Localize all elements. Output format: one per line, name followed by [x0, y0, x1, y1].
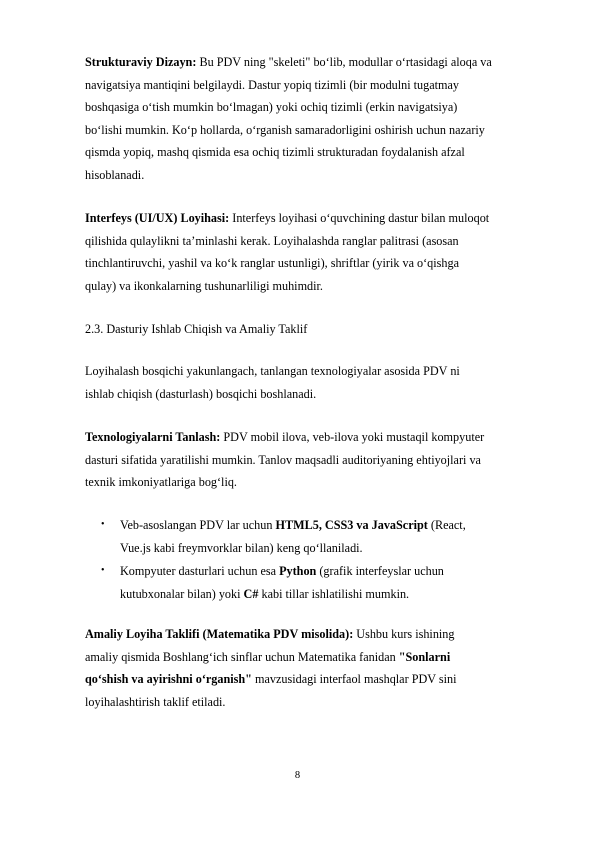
text-run: (grafik interfeyslar uchun: [316, 564, 444, 578]
text-line: qulay) va ikonkalarning tushunarliligi muhimdir.: [85, 278, 323, 293]
text-line: [85, 51, 555, 74]
text-run: amaliy qismida Boshlang‘ich sinflar uchun Matematika fanidan: [85, 649, 399, 664]
text-line: qilishida qulaylikni ta’minlashi kerak. Loyihalashda ranglar palitrasi (asosan: [85, 233, 459, 248]
text-line: boshqasiga o‘tish mumkin bo‘lmagan) yoki ochiq tizimli (erkin navigatsiya): [85, 100, 458, 115]
text-line: [85, 207, 555, 230]
text-run: Veb-asoslangan PDV lar uchun: [120, 518, 276, 532]
paragraph-interfeys-loyihasi: [85, 207, 555, 297]
text-run: (React,: [427, 518, 466, 532]
text-line: [85, 426, 555, 449]
page-number: 8: [294, 770, 301, 781]
paragraph-texnologiyalar: [85, 426, 555, 494]
text-line: qismda yopiq, mashq qismida esa ochiq tizimli strukturadan foydalanish afzal: [85, 145, 465, 160]
bold-run: C#: [243, 586, 259, 601]
bold-run: qo‘shish va ayirishni o‘rganish": [85, 672, 252, 687]
bold-run: Python: [279, 564, 317, 578]
text-line: [120, 560, 444, 583]
text-run: Bu PDV ning "skeleti" bo‘lib, modullar o‘rtasidagi aloqa va: [196, 55, 492, 69]
text-run: kutubxonalar bilan) yoki: [120, 586, 244, 601]
section-heading: [85, 318, 555, 341]
text-line: [120, 514, 466, 537]
text-line: bo‘lishi mumkin. Ko‘p hollarda, o‘rganish samaradorligini oshirish uchun nazariy: [85, 122, 485, 137]
paragraph-loyihalash: [85, 360, 555, 405]
paragraph-label: Amaliy Loyiha Taklifi (Matematika PDV misolida):: [85, 627, 354, 641]
bold-run: "Sonlarni: [398, 649, 451, 664]
text-line: dasturi sifatida yaratilishi mumkin. Tanlov maqsadli auditoriyaning ehtiyojlari va: [85, 452, 481, 467]
bold-run: HTML5, CSS3 va JavaScript: [275, 518, 428, 532]
text-line: Vue.js kabi freymvorklar bilan) keng qo‘llaniladi.: [120, 540, 363, 555]
text-run: Interfeys loyihasi o‘quvchining dastur bilan muloqot: [229, 211, 490, 225]
text-line: [85, 623, 555, 646]
list-item-text: [120, 560, 444, 605]
bullet-icon: •: [101, 519, 105, 530]
text-line: [85, 646, 555, 669]
list-item-text: [120, 514, 466, 559]
paragraph-label: Texnologiyalarni Tanlash:: [85, 430, 221, 444]
text-run: Kompyuter dasturlari uchun esa: [120, 564, 280, 578]
text-line: ishlab chiqish (dasturlash) bosqichi boshlanadi.: [85, 386, 317, 401]
paragraph-label: Interfeys (UI/UX) Loyihasi:: [85, 211, 230, 225]
text-run: kabi tillar ishlatilishi mumkin.: [258, 586, 410, 601]
text-line: loyihalashtirish taklif etiladi.: [85, 694, 226, 709]
paragraph-amaliy-loyiha: [85, 623, 555, 713]
paragraph-strukturaviy-dizayn: [85, 51, 555, 187]
bullet-icon: •: [101, 565, 105, 576]
text-line: [85, 668, 555, 691]
text-run: PDV mobil ilova, veb-ilova yoki mustaqil kompyuter: [220, 430, 485, 444]
text-line: navigatsiya mantiqini belgilaydi. Dastur yopiq tizimli (bir modulni tugatmay: [85, 77, 460, 92]
heading-text: 2.3. Dasturiy Ishlab Chiqish va Amaliy Taklif: [85, 322, 308, 336]
text-run: Ushbu kurs ishining: [353, 627, 455, 641]
text-line: texnik imkoniyatlariga bog‘liq.: [85, 475, 237, 490]
text-run: mavzusidagi interfaol mashqlar PDV sini: [251, 672, 457, 687]
text-line: hisoblanadi.: [85, 167, 145, 182]
text-line: [120, 583, 444, 606]
paragraph-label: Strukturaviy Dizayn:: [85, 55, 197, 69]
text-line: tinchlantiruvchi, yashil va ko‘k ranglar ustunligi), shriftlar (yirik va o‘qishga: [85, 256, 459, 271]
text-line: Loyihalash bosqichi yakunlangach, tanlangan texnologiyalar asosida PDV ni: [85, 364, 460, 378]
